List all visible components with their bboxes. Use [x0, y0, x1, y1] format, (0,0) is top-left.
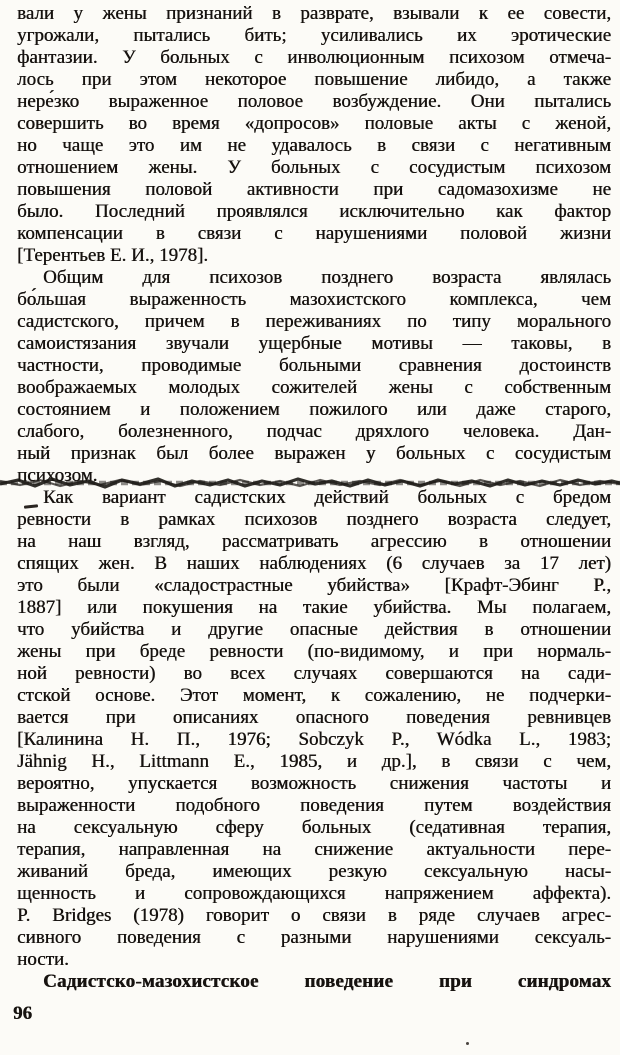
text-line: вается при описаниях опасного поведения ревнивцев: [17, 707, 611, 728]
body-text: [17, 3, 611, 993]
text-line: состоянием и положением пожилого или даже старого,: [17, 399, 611, 420]
text-line: [Терентьев Е. И., 1978].: [17, 245, 209, 266]
text-line: воображаемых молодых сожителей жены с собственным: [17, 377, 611, 398]
text-line: P. Bridges (1978) говорит о связи в ряде случаев агрес-: [17, 905, 611, 926]
text-line: спящих жен. В наших наблюдениях (6 случаев за 17 лет): [17, 553, 611, 574]
text-line: что убийства и другие опасные действия в отношении: [17, 619, 611, 640]
text-line: ревности в рамках психозов позднего возраста следует,: [17, 509, 611, 530]
text-line: Как вариант садистских действий больных с бредом: [43, 487, 611, 508]
text-line: слабого, болезненного, подчас дряхлого человека. Дан-: [17, 421, 611, 442]
text-line: психозом.: [17, 465, 98, 486]
text-line: садистского, причем в переживаниях по типу морального: [17, 311, 611, 332]
text-line: компенсации в связи с нарушениями половой жизни: [17, 223, 611, 244]
text-line: угрожали, пытались бить; усиливались их эротические: [17, 25, 611, 46]
text-line: ной ревности) во всех случаях совершаются на сади-: [17, 663, 611, 684]
text-line: 1887] или покушения на такие убийства. Мы полагаем,: [17, 597, 611, 618]
text-line: но чаще это им не удавалось в связи с негативным: [17, 135, 611, 156]
text-line: повышения половой активности при садомазохизме не: [17, 179, 611, 200]
text-line: было. Последний проявлялся исключительно как фактор: [17, 201, 611, 222]
text-line: вали у жены признаний в разврате, взывали к ее совести,: [17, 3, 611, 24]
text-line: на сексуальную сферу больных (седативная терапия,: [17, 817, 611, 838]
text-line: Общим для психозов позднего возраста являлась: [43, 267, 611, 288]
text-line: это были «сладострастные убийства» [Крафт-Эбинг Р.,: [17, 575, 611, 596]
text-line: живаний бреда, имеющих резкую сексуальную насы-: [17, 861, 611, 882]
text-line: лось при этом некоторое повышение либидо, а также: [17, 69, 611, 90]
text-line: совершить во время «допросов» половые акты с женой,: [17, 113, 611, 134]
ink-speck: [466, 1042, 469, 1045]
ink-scribble-mark: [0, 472, 620, 494]
text-line: выраженности подобного поведения путем воздействия: [17, 795, 611, 816]
text-line: ности.: [17, 949, 69, 970]
text-line: фантазии. У больных с инволюционным психозом отмеча-: [17, 47, 611, 68]
text-line: терапия, направленная на снижение актуальности пере-: [17, 839, 611, 860]
page-number: 96: [13, 1003, 32, 1024]
text-line: на наш взгляд, рассматривать агрессию в отношении: [17, 531, 611, 552]
text-line: [Калинина Н. П., 1976; Sobczyk P., Wódka L., 1983;: [17, 729, 611, 750]
text-line: стской основе. Этот момент, к сожалению, не подчерки-: [17, 685, 611, 706]
text-line: нере́зко выраженное половое возбуждение. Они пытались: [17, 91, 611, 112]
text-line: самоистязания звучали ущербные мотивы — таковы, в: [17, 333, 611, 354]
text-line: отношением жены. У больных с сосудистым психозом: [17, 157, 611, 178]
heading-line: Садистско-мазохистское поведение при синдромах: [43, 971, 611, 992]
text-line: жены при бреде ревности (по-видимому, и при нормаль-: [17, 641, 611, 662]
text-line: сивного поведения с разными нарушениями сексуаль-: [17, 927, 611, 948]
text-line: Jähnig H., Littmann E., 1985, и др.], в связи с чем,: [17, 751, 611, 772]
text-line: частности, проводимые больными сравнения достоинств: [17, 355, 611, 376]
text-line: бо́льшая выраженность мазохистского комплекса, чем: [17, 289, 611, 310]
text-line: ный признак был более выражен у больных с сосудистым: [17, 443, 611, 464]
text-line: щенность и сопровождающихся напряжением аффекта).: [17, 883, 611, 904]
text-line: вероятно, упускается возможность снижения частоты и: [17, 773, 611, 794]
